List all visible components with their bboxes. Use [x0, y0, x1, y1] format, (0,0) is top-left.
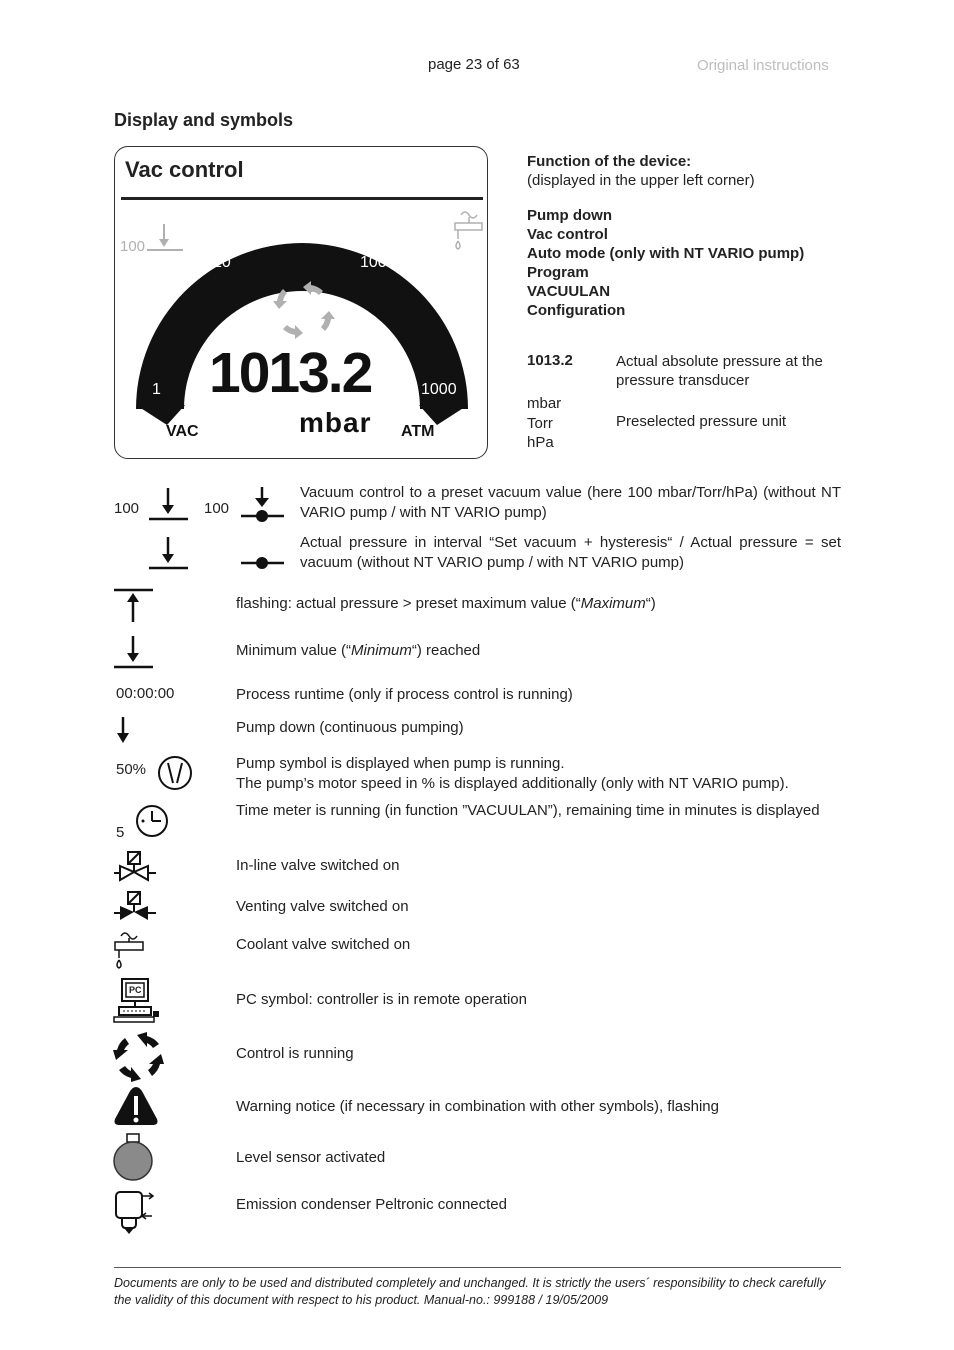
pump-down-icon [114, 715, 134, 745]
vac-left-value: 100 [114, 500, 140, 517]
pc-icon-label: PC [129, 985, 142, 995]
minimum-icon [113, 634, 155, 670]
pump-speed-value: 50% [116, 761, 147, 778]
minimum-desc-pre: Minimum value (“ [236, 642, 352, 659]
unit-readout: mbar [299, 407, 372, 438]
control-running-icon [113, 1032, 165, 1082]
function-item: VACUULAN [527, 283, 611, 300]
pump-icon [157, 755, 193, 791]
vario-vacuum-control-icon [240, 485, 286, 525]
interval-icon [148, 535, 190, 571]
timer-value: 5 [116, 824, 125, 841]
pc-desc: PC symbol: controller is in remote operation [236, 991, 527, 1008]
function-item: Configuration [527, 302, 626, 319]
peltronic-icon [112, 1188, 156, 1238]
inline-valve-desc: In-line valve switched on [236, 857, 400, 874]
pump-desc-line1: Pump symbol is displayed when pump is running. [236, 755, 565, 772]
display-function-title: Vac control [125, 157, 244, 182]
unit-item: hPa [527, 434, 554, 451]
function-heading: Function of the device: [527, 153, 692, 170]
maximum-desc-em: Maximum [580, 595, 646, 612]
legend-value-desc: Actual absolute pressure at the pressure transducer [616, 353, 823, 389]
scale-label-1: 1 [152, 381, 161, 398]
function-item: Program [527, 264, 589, 281]
display-set-value: 100 [120, 238, 146, 255]
coolant-tap-icon [455, 212, 482, 249]
original-instructions-label: Original instructions [697, 57, 829, 74]
function-item: Vac control [527, 226, 608, 243]
control-running-desc: Control is running [236, 1045, 354, 1062]
minimum-desc-post: “) reached [411, 642, 481, 659]
function-item: Pump down [527, 207, 612, 224]
pump-desc [236, 754, 841, 793]
gauge-tick [216, 243, 221, 251]
legend-unit-desc: Preselected pressure unit [616, 413, 787, 430]
atm-wedge [419, 405, 468, 425]
scale-label-100: 100 [360, 254, 387, 271]
vacuum-control-desc: Vacuum control to a preset vacuum value (here 100 mbar/Torr/hPa) (without NT VARIO pump / with NT VARIO pump) [300, 484, 841, 521]
inline-valve-icon [112, 850, 160, 884]
coolant-valve-icon [113, 930, 147, 970]
pump-desc-line2: The pump’s motor speed in % is displayed additionally (only with NT VARIO pump). [236, 774, 789, 792]
scale-label-1000: 1000 [421, 381, 457, 398]
section-title: Display and symbols [114, 110, 294, 130]
maximum-desc [236, 594, 841, 614]
interval-desc: Actual pressure in interval “Set vacuum + hysteresis“ / Actual pressure = set vacuum (without NT VARIO pump / with NT VARIO pump) [300, 534, 841, 571]
venting-valve-desc: Venting valve switched on [236, 898, 409, 915]
pump-down-desc: Pump down (continuous pumping) [236, 719, 464, 736]
maximum-desc-pre: flashing: actual pressure > preset maximum value (“ [236, 595, 581, 612]
footer-divider [114, 1267, 841, 1268]
maximum-icon [113, 588, 155, 624]
level-sensor-desc: Level sensor activated [236, 1149, 386, 1166]
function-subheading: (displayed in the upper left corner) [527, 172, 755, 189]
unit-item: mbar [527, 395, 562, 412]
gauge-tick [382, 243, 387, 251]
function-item: Auto mode (only with NT VARIO pump) [527, 245, 805, 262]
runtime-value: 00:00:00 [116, 685, 175, 702]
legend-value-term: 1013.2 [527, 352, 573, 369]
pressure-readout: 1013.2 [209, 341, 372, 405]
page-number: page 23 of 63 [428, 56, 520, 73]
scale-label-10: 10 [213, 254, 231, 271]
peltronic-desc: Emission condenser Peltronic connected [236, 1196, 507, 1213]
vacuum-control-icon [148, 486, 190, 522]
timer-icon [133, 803, 171, 839]
footer-disclaimer: Documents are only to be used and distributed completely and unchanged. It is strictly the users´ responsibility to check carefully the validity of this document with respect to his product. Manual-no.: 999188 / 19/05/2009 [114, 1276, 826, 1307]
vac-label: VAC [166, 423, 199, 440]
timer-desc: Time meter is running (in function ”VACUULAN”), remaining time in minutes is displayed [236, 802, 820, 819]
display-panel [114, 146, 488, 459]
runtime-desc: Process runtime (only if process control is running) [236, 686, 573, 703]
minimum-desc-em: Minimum [351, 642, 412, 659]
atm-label: ATM [401, 423, 435, 440]
level-sensor-icon [112, 1132, 154, 1182]
maximum-desc-post: “) [645, 595, 656, 612]
coolant-valve-desc: Coolant valve switched on [236, 936, 411, 953]
legend-units [527, 394, 561, 453]
warning-icon [113, 1085, 159, 1127]
vac-right-value: 100 [204, 500, 230, 517]
unit-item: Torr [527, 414, 553, 432]
venting-valve-icon [112, 890, 160, 924]
function-info [527, 152, 804, 320]
minimum-desc [236, 641, 841, 661]
vac-wedge [136, 405, 185, 425]
vario-interval-icon [240, 553, 286, 573]
warning-desc: Warning notice (if necessary in combination with other symbols), flashing [236, 1098, 719, 1115]
